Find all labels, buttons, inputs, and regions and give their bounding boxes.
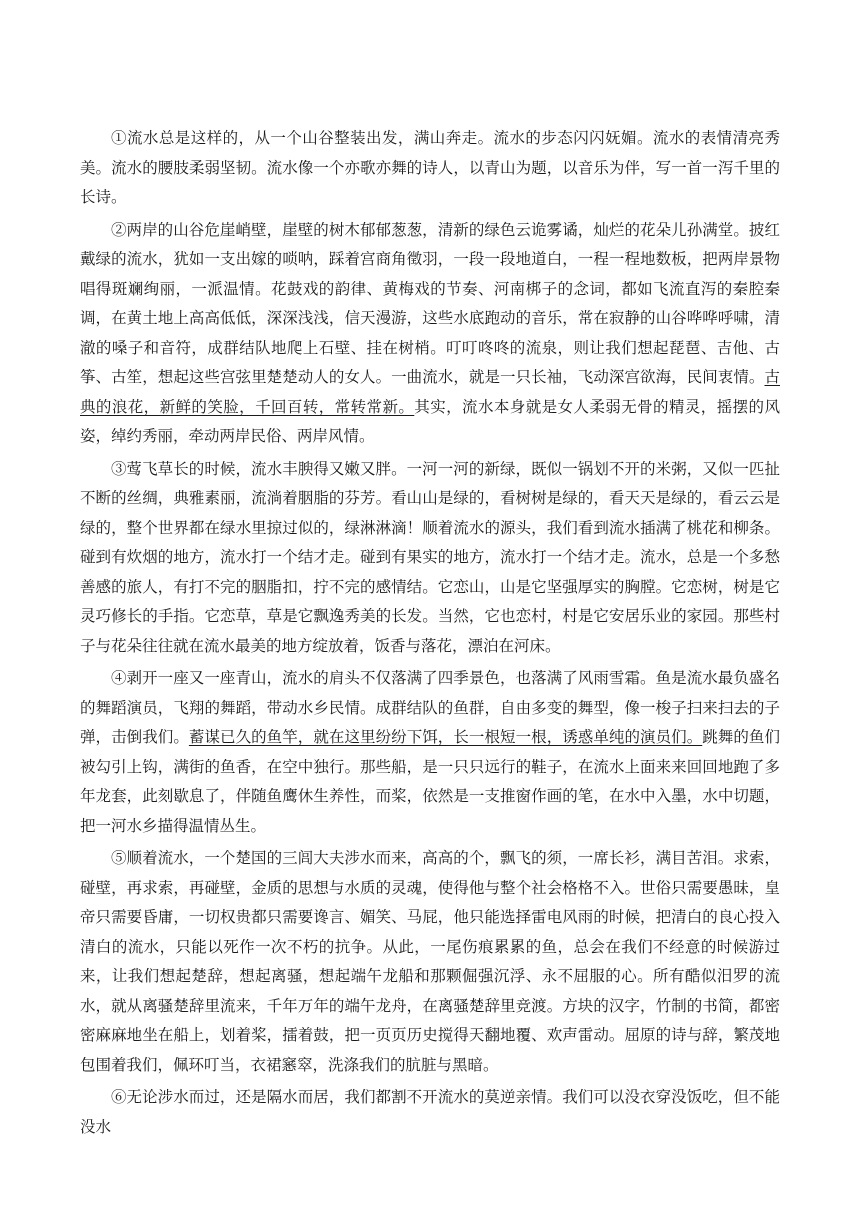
- paragraph-text: 其实，流水本身就是女人柔弱无骨的精灵，摇摆的风姿，绰约秀丽，牵动两岸民俗、两岸风情。: [80, 397, 780, 445]
- paragraph-5: [80, 844, 780, 1080]
- paragraph-text: ⑤顺着流水，一个楚国的三闾大夫涉水而来，高高的个，飘飞的须，一席长衫，满目苦泪。求索，碰壁，再求索，再碰壁，金质的思想与水质的灵魂，使得他与整个社会格格不入。世俗只需要愚昧，皇帝只需要昏庸，一切权贵都只需要谗言、媚笑、马屁，他只能选择雷电风雨的时候，把清白的良心投入清白的流水，只能以死作一次不朽的抗争。从此，一尾伤痕累累的鱼，总会在我们不经意的时候游过来，让我们想起楚辞，想起离骚，想起端午龙船和那颗倔强沉浮、永不屈服的心。所有酷似汨罗的流水，就从离骚楚辞里流来，千年万年的端午龙舟，在离骚楚辞里竞渡。方块的汉字，竹制的书简，都密密麻麻地坐在船上，划着桨，擂着鼓，把一页页历史搅得天翻地覆、欢声雷动。屈原的诗与辞，繁茂地包围着我们，佩环叮当，衣裙窸窣，洗涤我们的肮脏与黑暗。: [80, 849, 780, 1074]
- underlined-sentence: 蓄谋已久的鱼竿，就在这里纷纷下饵，长一根短一根，诱惑单纯的演员们。: [188, 728, 703, 746]
- paragraph-text: ④剥开一座又一座青山，流水的肩头不仅落满了四季景色，也落满了风雨雪霜。鱼是流水最负盛名的舞蹈演员，飞翔的舞蹈，带动水乡民情。成群结队的鱼群，自由多变的舞型，像一梭子扫来扫去的子弹，击倒我们。: [80, 669, 780, 746]
- paragraph-text: ③莺飞草长的时候，流水丰腴得又嫩又胖。一河一河的新绿，既似一锅划不开的米粥，又似一匹扯不断的丝绸，典雅素丽，流淌着胭脂的芬芳。看山山是绿的，看树树是绿的，看天天是绿的，看云云是绿的，整个世界都在绿水里掠过似的，绿淋淋滴！顺着流水的源头，我们看到流水插满了桃花和柳条。碰到有炊烟的地方，流水打一个结才走。碰到有果实的地方，流水打一个结才走。流水，总是一个多愁善感的旅人，有打不完的胭脂扣，拧不完的感情结。它恋山，山是它坚强厚实的胸膛。它恋树，树是它灵巧修长的手指。它恋草，草是它飘逸秀美的长发。当然，它也恋村，村是它安居乐业的家园。那些村子与花朵往往就在流水最美的地方绽放着，饭香与落花，漂泊在河床。: [80, 459, 780, 655]
- paragraph-text: 跳舞的鱼们被勾引上钩，满街的鱼香，在空中独行。那些船，是一只只远行的鞋子，在流水上面来来回回地跑了多年龙套，此刻歇息了，伴随鱼鹰休生养性，而桨，依然是一支推窗作画的笔，在水中入墨，水中切题，把一河水乡描得温情丛生。: [80, 728, 780, 835]
- paragraph-text: ①流水总是这样的，从一个山谷整装出发，满山奔走。流水的步态闪闪妩媚。流水的表情清亮秀美。流水的腰肢柔弱坚韧。流水像一个亦歌亦舞的诗人，以青山为题，以音乐为伴，写一首一泻千里的长诗。: [80, 129, 780, 206]
- paragraph-6: [80, 1083, 780, 1142]
- paragraph-2: [80, 216, 780, 452]
- document-body: [80, 124, 780, 1145]
- paragraph-4: [80, 664, 780, 841]
- paragraph-1: [80, 124, 780, 213]
- underlined-sentence: 古典的浪花，新鲜的笑脸，千回百转，常转常新。: [80, 368, 780, 416]
- paragraph-text: ②两岸的山谷危崖峭壁，崖壁的树木郁郁葱葱，清新的绿色云诡雾谲，灿烂的花朵儿孙满堂。披红戴绿的流水，犹如一支出嫁的唢呐，踩着宫商角徵羽，一段一段地道白，一程一程地数板，把两岸景物唱得斑斓绚丽，一派温情。花鼓戏的韵律、黄梅戏的节奏、河南梆子的念词，都如飞流直泻的秦腔秦调，在黄土地上高高低低，深深浅浅，信天漫游，这些水底跑动的音乐，常在寂静的山谷哗哗呼啸，清澈的嗓子和音符，成群结队地爬上石壁、挂在树梢。叮叮咚咚的流泉，则让我们想起琵琶、吉他、古筝、古笙，想起这些宫弦里楚楚动人的女人。一曲流水，就是一只长袖，飞动深宫欲海，民间衷情。: [80, 220, 780, 386]
- paragraph-3: [80, 455, 780, 662]
- paragraph-text: ⑥无论涉水而过，还是隔水而居，我们都割不开流水的莫逆亲情。我们可以没衣穿没饭吃，但不能没水: [80, 1088, 780, 1136]
